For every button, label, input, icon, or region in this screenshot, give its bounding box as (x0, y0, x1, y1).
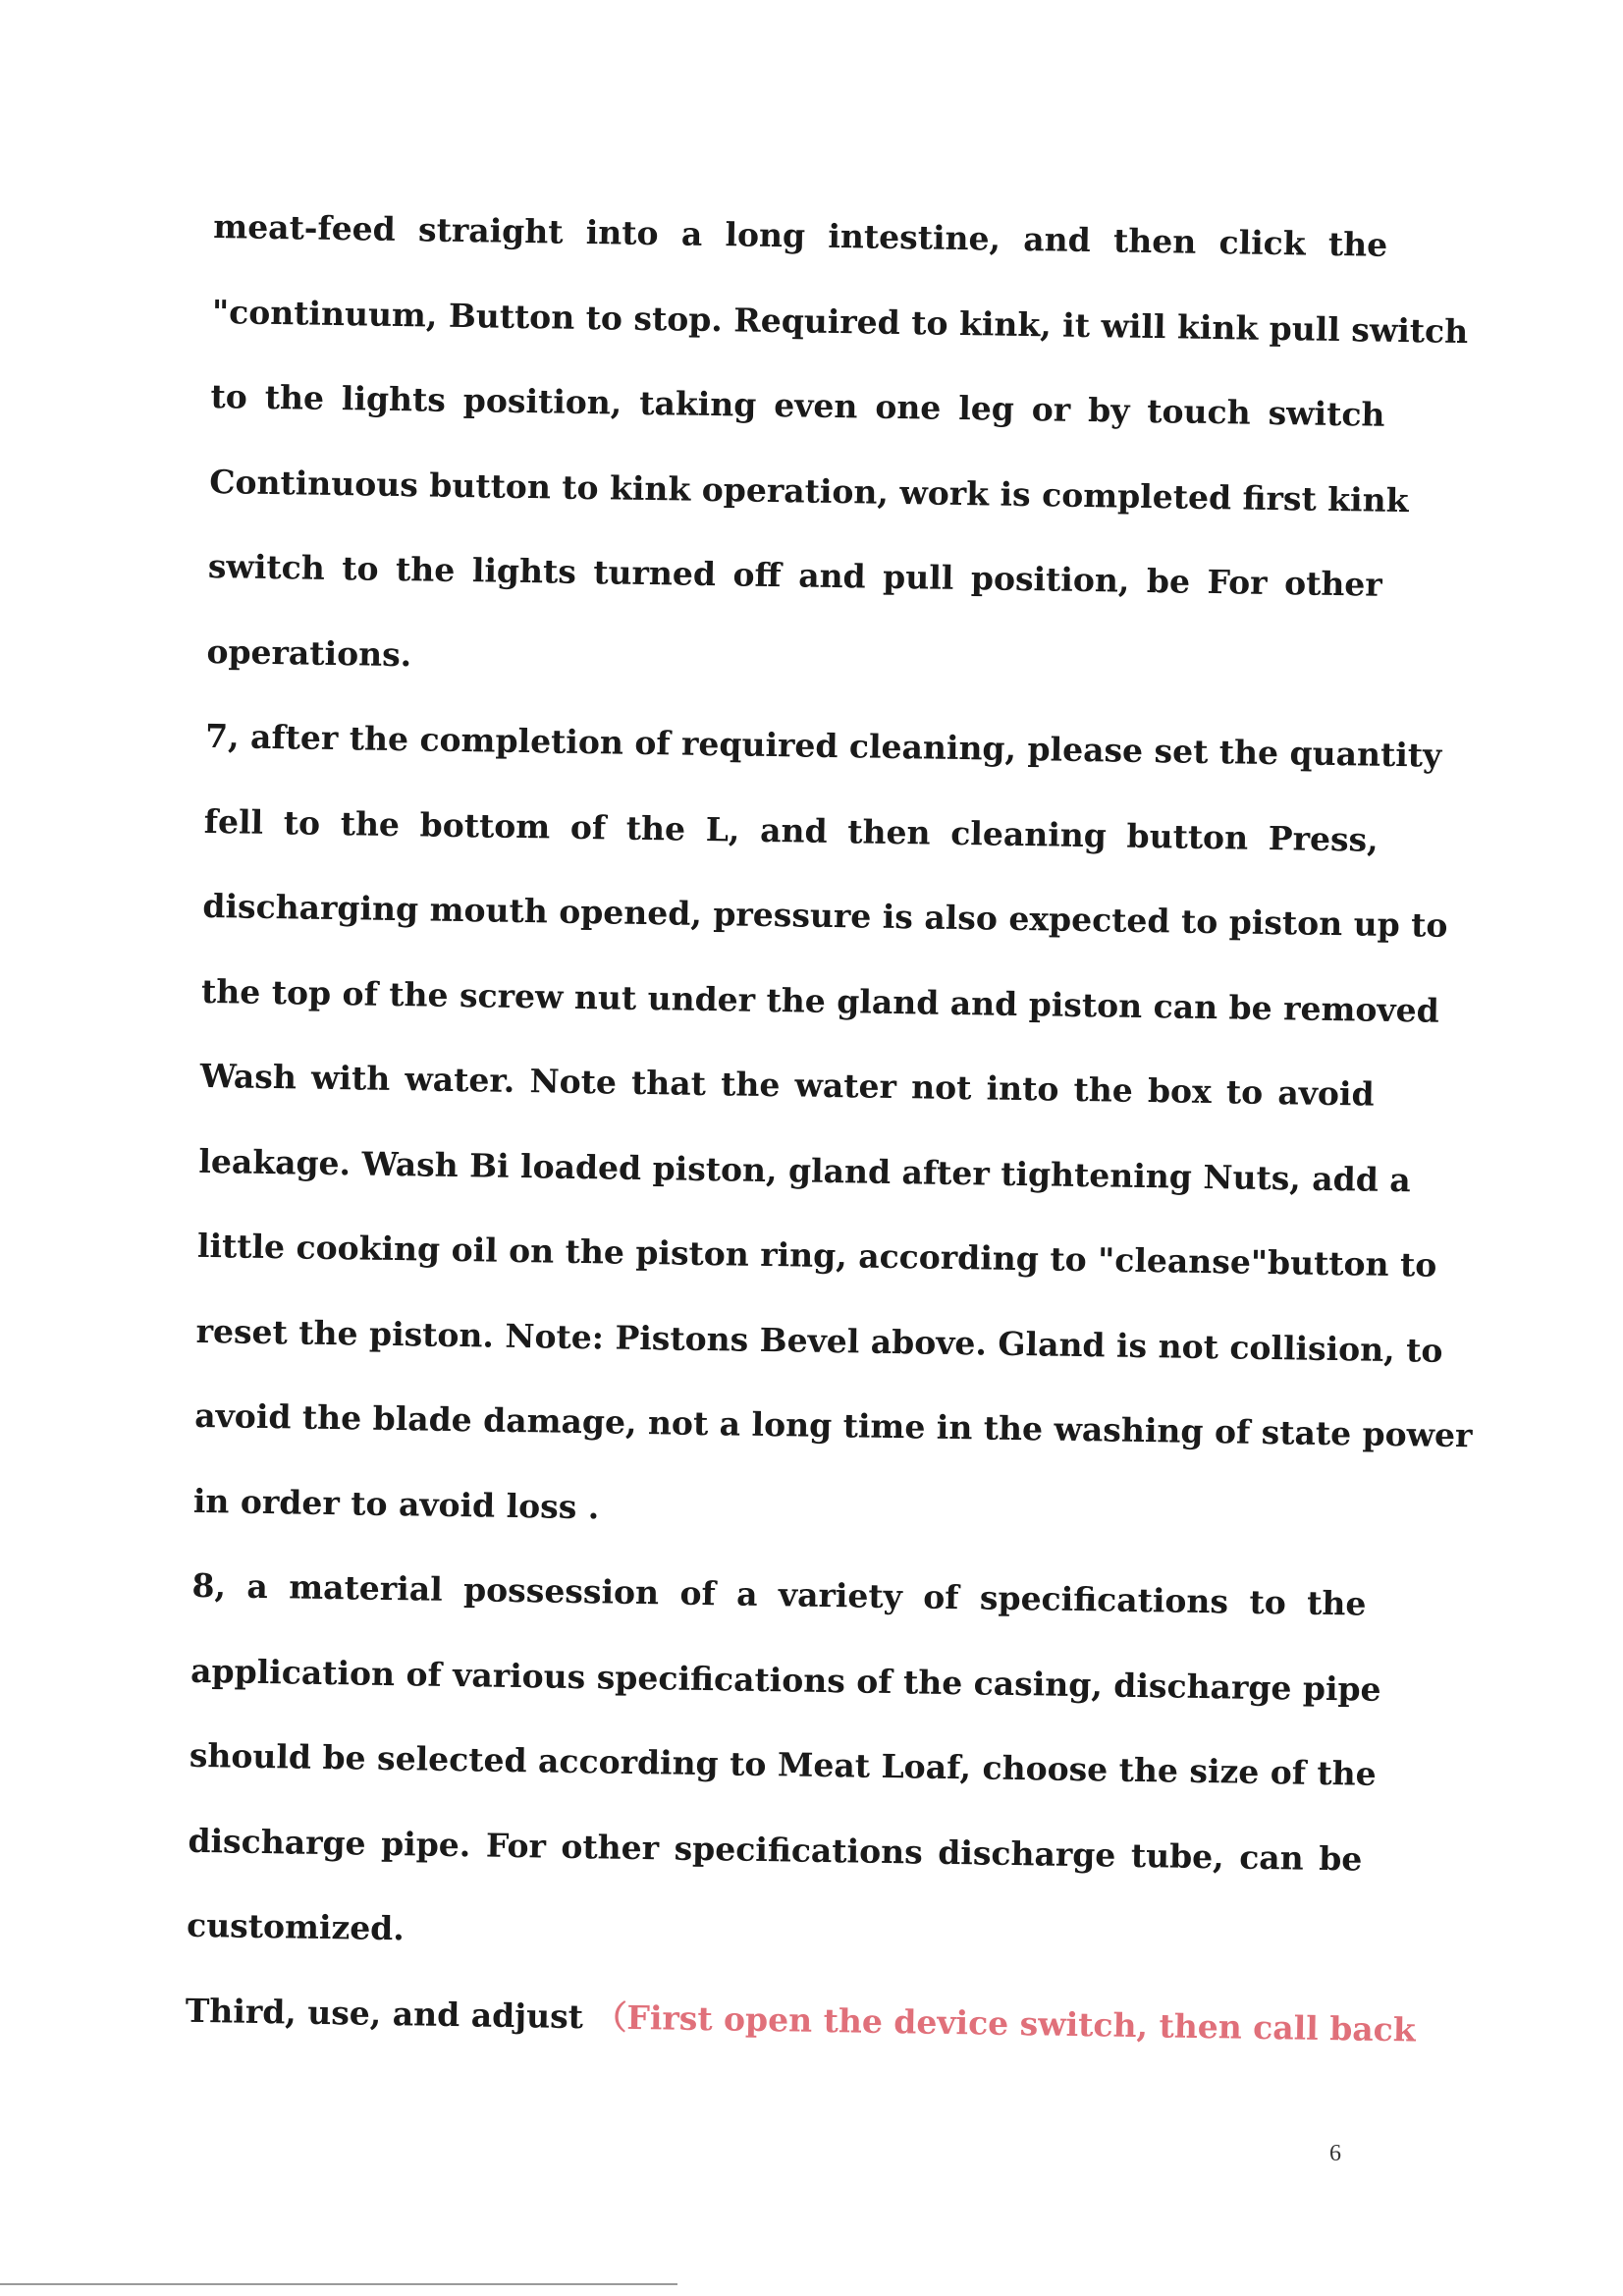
text-line: 7, after the completion of required cleaning, please set the quantity (204, 716, 1442, 775)
text-line: reset the piston. Note: Pistons Bevel above. Gland is not collision, to (195, 1311, 1443, 1370)
text-line: "continuum, Button to stop. Required to kink, it will kink pull switch (211, 292, 1469, 351)
text-line: switch to the lights turned off and pull position, be For other (207, 546, 1383, 604)
section-heading-line (185, 1968, 1416, 2071)
text-line: fell to the bottom of the L, and then cleaning button Press, (203, 801, 1379, 859)
section-heading: Third, use, and adjust (185, 1991, 584, 2036)
text-line: Continuous button to kink operation, work is completed first kink (208, 462, 1409, 519)
text-line: in order to avoid loss . (192, 1481, 600, 1526)
text-line: application of various specifications of the casing, discharge pipe (189, 1651, 1381, 1709)
text-line: discharging mouth opened, pressure is also expected to piston up to (202, 886, 1448, 945)
text-line: leakage. Wash Bi loaded piston, gland after tightening Nuts, add a (198, 1141, 1412, 1199)
text-line: 8, a material possession of a variety of specifications to the (191, 1565, 1367, 1623)
red-annotation: （First open the device switch, then call back (594, 1996, 1416, 2049)
text-line: to the lights position, taking even one leg or by touch switch (210, 376, 1385, 434)
text-line: avoid the blade damage, not a long time in the washing of state power (194, 1395, 1473, 1455)
text-line: the top of the screw nut under the gland and piston can be removed (200, 971, 1440, 1030)
text-line: should be selected according to Meat Loaf, choose the size of the (189, 1735, 1377, 1793)
text-line: little cooking oil on the piston ring, according to "cleanse"button to (196, 1226, 1437, 1285)
page-number: 6 (1329, 2141, 1341, 2166)
text-line: meat-feed straight into a long intestine, and then click the (213, 206, 1388, 264)
text-line: customized. (186, 1905, 406, 1948)
body-text (185, 185, 1473, 2072)
footer-rule (0, 2283, 677, 2285)
text-line: discharge pipe. For other specifications discharge tube, can be (188, 1821, 1363, 1879)
text-line: operations. (206, 631, 412, 674)
text-line: Wash with water. Note that the water not into the box to avoid (199, 1056, 1375, 1114)
